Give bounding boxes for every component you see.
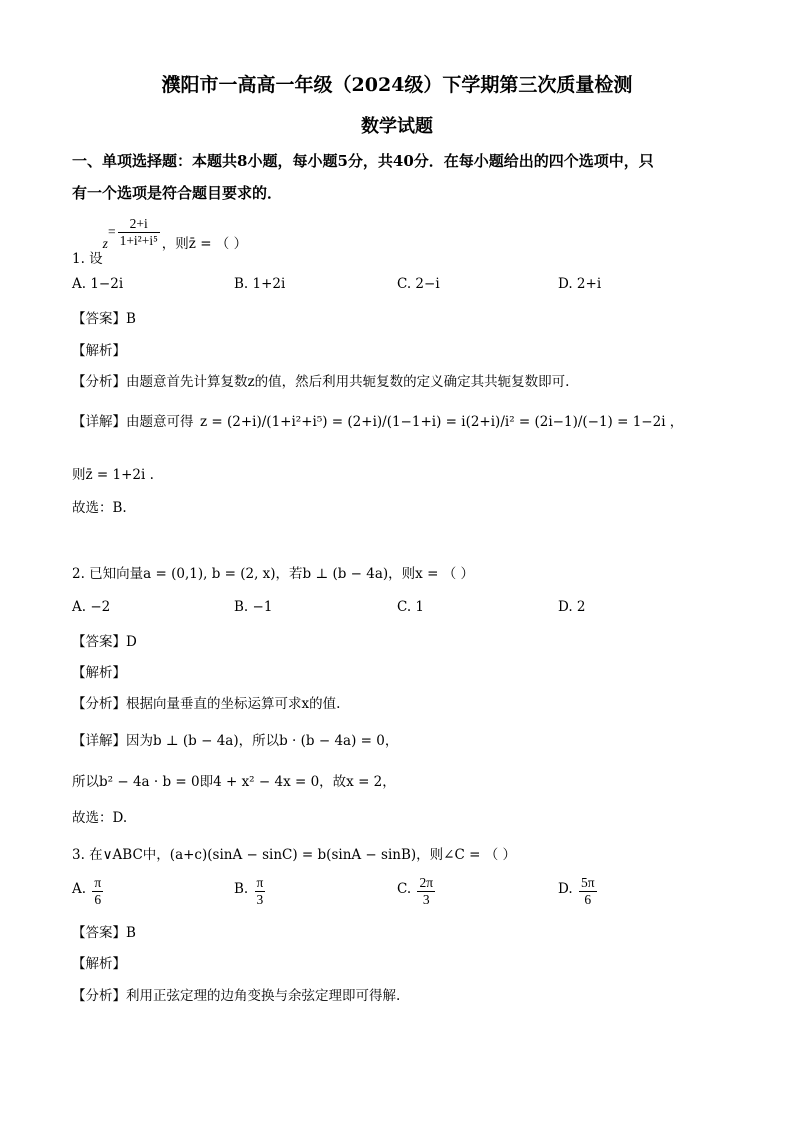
q3-option-b-label: B. bbox=[234, 881, 249, 897]
q1-prefix: 1. 设 bbox=[72, 251, 103, 267]
q2-detail-line2: 所以b² − 4a · b = 0即4 + x² − 4x = 0，故x = 2， bbox=[72, 774, 396, 790]
q1-then: 则z̄ = 1+2i . bbox=[72, 467, 154, 483]
q3-option-b-frac bbox=[255, 875, 266, 908]
page-subtitle: 数学试题 bbox=[361, 116, 433, 137]
q1-choose: 故选：B. bbox=[72, 500, 127, 516]
q3-option-b bbox=[234, 875, 267, 908]
q3-option-d-den: 6 bbox=[584, 892, 592, 907]
q1-option-a: A. 1−2i bbox=[72, 276, 124, 292]
section-heading-line1: 一、单项选择题：本题共8小题，每小题5分，共40分．在每小题给出的四个选项中，只 bbox=[72, 152, 654, 170]
q3-answer: 【答案】B bbox=[72, 925, 136, 941]
q1-suffix: ，则z̄ = （ ） bbox=[161, 236, 248, 252]
q3-option-c-num: 2π bbox=[419, 875, 434, 890]
q3-option-a-label: A. bbox=[72, 881, 87, 897]
q1-analysis-label: 【解析】 bbox=[72, 343, 126, 359]
q3-analysis-label: 【解析】 bbox=[72, 956, 126, 972]
section-heading-line2: 有一个选项是符合题目要求的． bbox=[72, 184, 283, 202]
q1-option-c: C. 2−i bbox=[397, 276, 440, 292]
q3-option-b-den: 3 bbox=[256, 892, 264, 907]
q3-option-b-num: π bbox=[256, 875, 264, 890]
q1-stem: 1. 设z= $\frac{2+i}{\text{1+i²+i⁵}}$ ，则z̄ = （ ） bbox=[72, 216, 248, 267]
q3-fenxi: 【分析】利用正弦定理的边角变换与余弦定理即可得解. bbox=[72, 988, 401, 1004]
q3-option-c-frac bbox=[417, 875, 435, 908]
q3-option-d-frac bbox=[579, 875, 597, 908]
page-title: 濮阳市一高高一年级（2024级）下学期第三次质量检测 bbox=[161, 74, 633, 96]
q2-answer: 【答案】D bbox=[72, 634, 137, 650]
q1-fraction-num: 2+i bbox=[118, 216, 160, 233]
q2-option-c: C. 1 bbox=[397, 599, 425, 615]
q3-option-c-label: C. bbox=[397, 881, 412, 897]
q3-option-a-den: 6 bbox=[94, 892, 102, 907]
q2-fenxi: 【分析】根据向量垂直的坐标运算可求x的值. bbox=[72, 696, 341, 712]
q1-fraction-den: 1+i²+i⁵ bbox=[119, 233, 158, 248]
q1-fenxi: 【分析】由题意首先计算复数z的值，然后利用共轭复数的定义确定其共轭复数即可. bbox=[72, 374, 570, 390]
q2-option-b: B. −1 bbox=[234, 599, 273, 615]
q3-option-a-num: π bbox=[94, 875, 102, 890]
q2-option-a: A. −2 bbox=[72, 599, 111, 615]
q2-detail: 【详解】因为b ⊥ (b − 4a)，所以b · (b − 4a) = 0， bbox=[72, 733, 399, 749]
q3-option-d bbox=[558, 875, 599, 908]
q3-option-c-den: 3 bbox=[422, 892, 430, 907]
q2-option-d: D. 2 bbox=[558, 599, 586, 615]
q3-option-c bbox=[397, 875, 437, 908]
q1-detail-eq: z = (2+i)/(1+i²+i⁵) = (2+i)/(1−1+i) = i(2+i)/i² = (2i−1)/(−1) = 1−2i ， bbox=[200, 414, 684, 430]
q1-option-b: B. 1+2i bbox=[234, 276, 286, 292]
q1-answer: 【答案】B bbox=[72, 311, 136, 327]
q2-choose: 故选：D. bbox=[72, 810, 128, 826]
q1-option-d: D. 2+i bbox=[558, 276, 602, 292]
q3-option-a bbox=[72, 875, 105, 908]
q1-fraction bbox=[118, 216, 160, 249]
q2-stem: 2. 已知向量a = (0,1), b = (2, x)，若b ⊥ (b − 4a)，则x = （ ） bbox=[72, 566, 474, 582]
q2-analysis-label: 【解析】 bbox=[72, 665, 126, 681]
q3-option-d-label: D. bbox=[558, 881, 573, 897]
q1-detail-prefix: 【详解】由题意可得 bbox=[72, 414, 194, 430]
q3-option-d-num: 5π bbox=[580, 875, 595, 890]
q3-stem: 3. 在∨ABC中，(a+c)(sinA − sinC) = b(sinA − sinB)，则∠C = （ ） bbox=[72, 847, 516, 863]
q3-option-a-frac bbox=[92, 875, 103, 908]
